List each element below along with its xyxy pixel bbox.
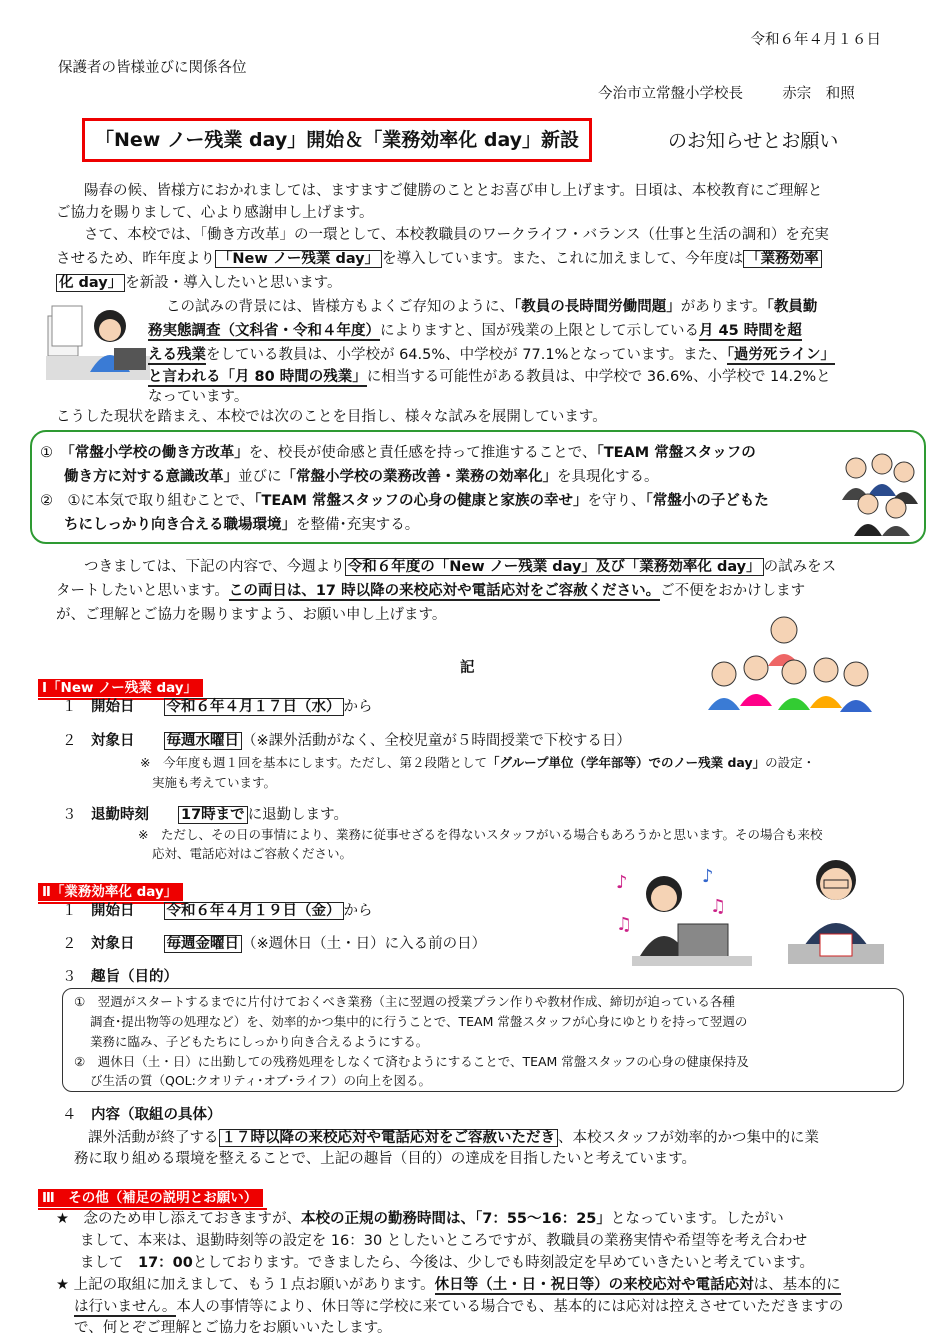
highlight-efficiency-day-b: 化 day」 (56, 274, 125, 292)
section-2-label: Ⅱ「業務効率化 day」 (38, 883, 183, 901)
intro-paragraph-2b: させるため、昨年度より 「New ノー残業 day」 を導入しています。また、これに加えまして、今年度は 「業務効率 (56, 248, 899, 270)
section-2-item-3: ３ 趣旨（目的） (62, 969, 178, 985)
intro-paragraph-2a: さて、本校では、「働き方改革」の一環として、本校教職員のワークライフ・バランス（仕事と生活の調和）を充実 (84, 227, 829, 243)
svg-text:♫: ♫ (710, 896, 727, 917)
request-line-1: つきましては、下記の内容で、今週より 令和６年度の「New ノー残業 day」及び「業務効率化 day」 の試みをス (84, 559, 837, 575)
section-1-note-2b: 実施も考えています。 (152, 775, 277, 790)
section-1-note-3a: ※ ただし、その日の事情により、業務に従事せざるを得ないスタッフがいる場合もあろうかと思います。その場合も来校 (138, 827, 823, 842)
purpose-2b: び生活の質（QOL:クオリティ･オブ･ライフ）の向上を図る。 (90, 1073, 431, 1088)
sender-org: 今治市立常盤小学校長 (598, 86, 743, 102)
intro-paragraph-2c: 化 day」 を新設・導入したいと思います。 (56, 272, 899, 294)
goal-1a: ① 「常盤小学校の働き方改革」を、校長が使命感と責任感を持って推進することで、「TEAM 常盤スタッフの (40, 445, 756, 461)
svg-text:♪: ♪ (616, 872, 628, 893)
purpose-1a: ① 翌週がスタートするまでに片付けておくべき業務（主に翌週の授業プラン作りや教材作成、締切が迫っている各種 (74, 994, 735, 1009)
other-1a: ★ 念のため申し添えておきますが、本校の正規の勤務時間は、「7：55～16：25」となっています。したがい (56, 1211, 784, 1227)
staff-group-illustration (836, 450, 920, 536)
section-2-item-4: ４ 内容（取組の具体） (62, 1107, 222, 1123)
section-1-note-2a: ※ 今年度も週１回を基本にします。ただし、第２段階として「グループ単位（学年部等）でのノー残業 day」の設定・ (140, 755, 816, 770)
section-3-label: Ⅲ その他（補足の説明とお願い） (38, 1189, 263, 1207)
section-1-item-2: ２ 対象日 毎週水曜日 （※課外活動がなく、全校児童が５時間授業で下校する日） (62, 733, 631, 749)
purpose-1c: 業務に臨み、子どもたちにしっかり向き合えるようにする。 (90, 1034, 429, 1049)
ki-heading: 記 (460, 660, 475, 676)
svg-text:♫: ♫ (616, 914, 633, 935)
other-1b: まして、本来は、退勤時刻等の設定を 16：30 としたいところですが、教職員の業務実情や希望等を考え合わせ (80, 1233, 808, 1249)
other-2a: ★ 上記の取組に加えまして、もう１点お願いがあります。休日等（土・日・祝日等）の来校応対や電話応対は、基本的に (56, 1277, 841, 1293)
addressee: 保護者の皆様並びに関係各位 (58, 60, 247, 76)
goal-2b: ちにしっかり向き合える職場環境」を整備･充実する。 (64, 517, 420, 533)
section-1-item-3: ３ 退勤時刻 17時まで に退勤します。 (62, 807, 349, 823)
svg-text:♪: ♪ (702, 866, 714, 887)
intro-paragraph-1b: ご協力を賜りまして、心より感謝申し上げます。 (56, 205, 374, 221)
intro-paragraph-4: こうした現状を踏まえ、本校では次のことを目指し、様々な試みを展開しています。 (56, 409, 607, 425)
sender-name: 赤宗 和照 (782, 86, 855, 102)
intro-paragraph-3c: える残業をしている教員は、小学校が 64.5%、中学校が 77.1%となっています。また、「過労死ライン」 (148, 347, 836, 363)
intro-paragraph-1a: 陽春の候、皆様方におかれましては、ますますご健勝のこととお喜び申し上げます。日頃は、本校教育にご理解と (84, 183, 823, 199)
document-title: 「New ノー残業 day」開始＆「業務効率化 day」新設 (82, 118, 592, 162)
other-2c: で、何とぞご理解とご協力をお願いいたします。 (74, 1320, 392, 1336)
section-2-item-2: ２ 対象日 毎週金曜日 （※週休日（土・日）に入る前の日） (62, 936, 487, 952)
document-date: 令和６年４月１６日 (750, 32, 881, 48)
document-title-suffix: のお知らせとお願い (668, 130, 839, 152)
content-line-2: 務に取り組める環境を整えることで、上記の趣旨（目的）の達成を目指したいと考えています。 (74, 1151, 697, 1167)
highlight-new-no-overtime: 「New ノー残業 day」 (215, 250, 382, 268)
goal-1b: 働き方に対する意識改革」並びに「常盤小学校の業務改善・業務の効率化」を具現化する。 (64, 469, 659, 485)
request-line-2: タートしたいと思います。この両日は、17 時以降の来校応対や電話応対をご容赦ください。ご不便をおかけします (56, 583, 806, 599)
intro-paragraph-3a: この試みの背景には、皆様方もよくご存知のように、「教員の長時間労働問題」があります。「教員勤 (166, 299, 818, 315)
request-line-3: が、ご理解とご協力を賜りますよう、お願い申し上げます。 (56, 607, 447, 623)
goal-2a: ② ①に本気で取り組むことで、「TEAM 常盤スタッフの心身の健康と家族の幸せ」を守り、「常盤小の子どもた (40, 493, 769, 509)
section-1-label: Ⅰ「New ノー残業 day」 (38, 679, 203, 697)
intro-paragraph-3e: なっています。 (148, 389, 249, 405)
intro-paragraph-3b: 務実態調査（文科省・令和４年度）によりますと、国が残業の上限として示している月 45 時間を超 (148, 323, 802, 339)
other-2b: は行いません。本人の事情等により、休日等に学校に来ている場合でも、基本的には応対は控えさせていただきますの (74, 1299, 844, 1315)
section-1-item-1: １ 開始日 令和６年４月１７日（水） から (62, 699, 373, 715)
intro-paragraph-3d: と言われる「月 80 時間の残業」に相当する可能性がある教員は、中学校で 36.6%、小学校で 14.2%と (148, 369, 831, 385)
section-2-item-1: １ 開始日 令和６年４月１９日（金） から (62, 903, 373, 919)
purpose-1b: 調査･提出物等の処理など）を、効率的かつ集中的に行うことで、TEAM 常盤スタッフが心身にゆとりを持って翌週の (90, 1014, 748, 1029)
sender (598, 82, 855, 103)
other-1c: まして 17：00としております。できましたら、今後は、少しでも時刻設定を早めていきたいと考えています。 (80, 1255, 815, 1271)
section-1-note-3b: 応対、電話応対はご容赦ください。 (152, 846, 353, 861)
highlight-efficiency-day-a: 「業務効率 (743, 250, 822, 268)
content-line-1: 課外活動が終了する １７時以降の来校応対や電話応対をご容赦いただき 、本校スタッフが効率的かつ集中的に業 (88, 1130, 819, 1146)
purpose-2a: ② 週休日（土・日）に出勤しての残務処理をしなくて済むようにすることで、TEAM 常盤スタッフの心身の健康保持及 (74, 1054, 749, 1069)
highlight-this-year-days: 令和６年度の「New ノー残業 day」及び「業務効率化 day」 (345, 558, 764, 576)
